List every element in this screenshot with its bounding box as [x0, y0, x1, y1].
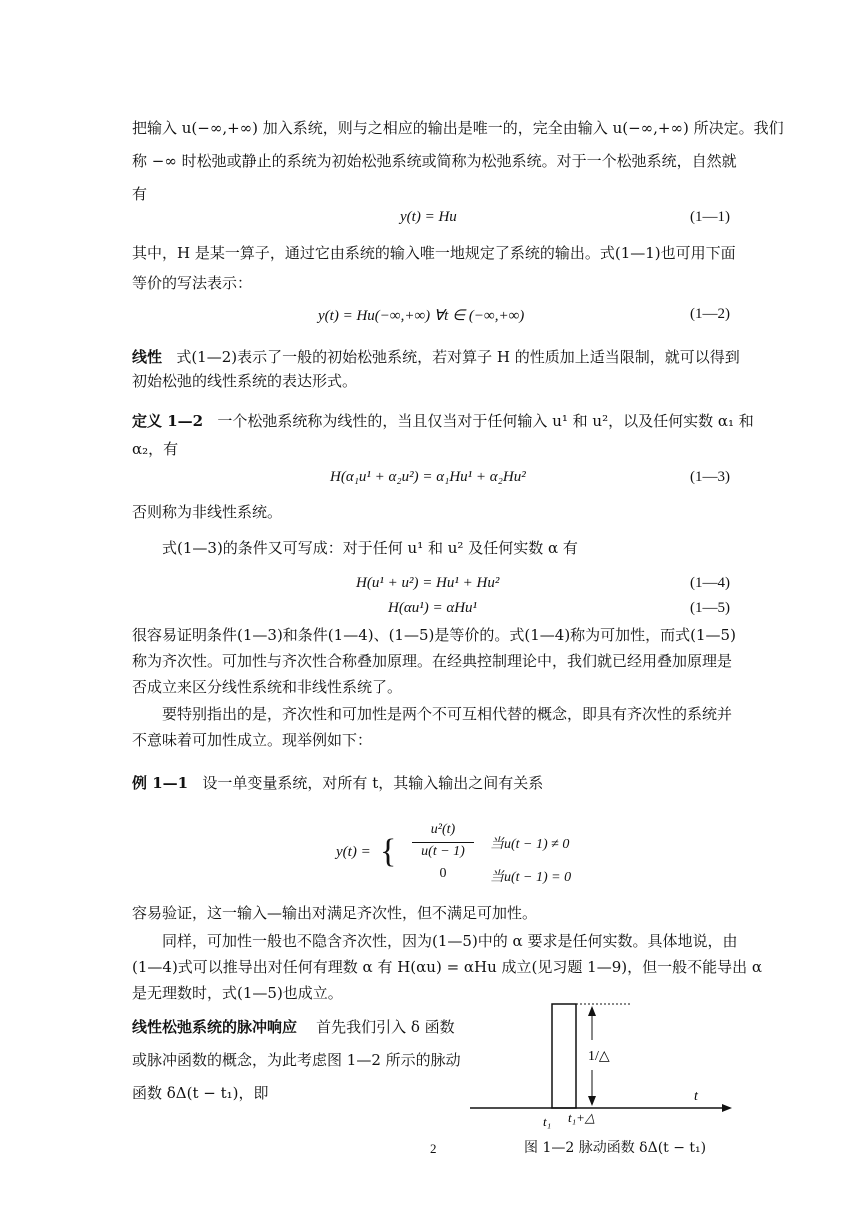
paragraph-line: 把输入 u(−∞,+∞) 加入系统，则与之相应的输出是唯一的，完全由输入 u(−∞,+∞) 所决定。我们	[132, 119, 784, 137]
equation-number: (1—3)	[690, 469, 730, 485]
paragraph-line: 同样，可加性一般也不隐含齐次性，因为(1—5)中的 α 要求是任何实数。具体地说，由	[162, 932, 738, 950]
paragraph-line: 称为齐次性。可加性与齐次性合称叠加原理。在经典控制理论中，我们就已经用叠加原理是	[132, 652, 733, 670]
equation-number: (1—4)	[690, 575, 730, 591]
paragraph-line: 有	[132, 185, 148, 203]
paragraph-line: (1—4)式可以推导出对任何有理数 α 有 H(αu) = αHu 成立(见习题 1—9)，但一般不能导出 α	[132, 958, 763, 976]
paragraph-line: 否则称为非线性系统。	[132, 503, 283, 521]
equation-number: (1—2)	[690, 306, 730, 322]
paragraph-line	[132, 1017, 455, 1038]
paragraph-text: 式(1—2)表示了一般的初始松弛系统，若对算子 H 的性质加上适当限制，就可以得到	[176, 348, 740, 366]
section-heading-impulse: 线性松弛系统的脉冲响应	[132, 1018, 298, 1036]
paragraph-text: 设一单变量系统，对所有 t，其输入输出之间有关系	[202, 774, 544, 792]
paragraph-line	[132, 347, 740, 368]
t-axis-label: t	[694, 1089, 698, 1104]
pulse-function-figure	[460, 990, 740, 1135]
paragraph-line: 函数 δΔ(t − t₁)，即	[132, 1084, 269, 1102]
paragraph-line: 式(1—3)的条件又可写成：对于任何 u¹ 和 u² 及任何实数 α 有	[162, 539, 578, 557]
paragraph-line: 其中，H 是某一算子，通过它由系统的输入唯一地规定了系统的输出。式(1—1)也可用下面	[132, 244, 736, 262]
paragraph-line: 要特别指出的是，齐次性和可加性是两个不可互相代替的概念，即具有齐次性的系统并	[162, 705, 733, 723]
paragraph-line: 容易验证，这一输入—输出对满足齐次性，但不满足可加性。	[132, 904, 538, 922]
t1-tick-label: t₁	[543, 1114, 552, 1129]
fraction-bar	[412, 842, 474, 843]
equation-1-5: H(αu¹) = αHu¹	[388, 600, 478, 616]
piecewise-equation	[330, 820, 590, 890]
piecewise-lhs: y(t) =	[336, 844, 371, 860]
down-arrowhead	[588, 1096, 596, 1106]
equation-1-2: y(t) = Hu(−∞,+∞) ∀t ∈ (−∞,+∞)	[318, 308, 525, 324]
figure-caption: 图 1—2 脉动函数 δΔ(t − t₁)	[524, 1140, 707, 1156]
t1-delta-tick-label: t₁+△	[568, 1110, 595, 1125]
paragraph-line: α₂，有	[132, 440, 179, 458]
page-number: 2	[430, 1141, 437, 1156]
paragraph-line: 等价的写法表示：	[132, 274, 253, 292]
paragraph-line: 很容易证明条件(1—3)和条件(1—4)、(1—5)是等价的。式(1—4)称为可加性，而式(1—5)	[132, 626, 736, 644]
paragraph-text: 首先我们引入 δ 函数	[316, 1018, 455, 1036]
condition-nonzero: 当u(t − 1) ≠ 0	[490, 837, 570, 852]
height-label: 1/△	[588, 1049, 610, 1064]
piecewise-zero: 0	[439, 866, 447, 881]
definition-heading: 定义 1—2	[132, 412, 204, 430]
equation-number: (1—5)	[690, 600, 730, 616]
paragraph-line	[132, 773, 543, 794]
equation-1-3: H(α₁u¹ + α₂u²) = α₁Hu¹ + α₂Hu²	[330, 469, 526, 485]
paragraph-line: 称 −∞ 时松弛或静止的系统为初始松弛系统或简称为松弛系统。对于一个松弛系统，自然就	[132, 152, 737, 170]
example-heading: 例 1—1	[132, 774, 189, 792]
fraction-denominator: u(t − 1)	[421, 844, 465, 859]
condition-zero: 当u(t − 1) = 0	[490, 870, 572, 885]
equation-1-4: H(u¹ + u²) = Hu¹ + Hu²	[356, 575, 500, 591]
equation-1-1: y(t) = Hu	[400, 209, 457, 225]
section-heading-linear: 线性	[132, 348, 163, 366]
paragraph-line: 不意味着可加性成立。现举例如下：	[132, 731, 373, 749]
paragraph-line: 否成立来区分线性系统和非线性系统了。	[132, 678, 403, 696]
paragraph-line: 或脉冲函数的概念，为此考虑图 1—2 所示的脉动	[132, 1051, 461, 1069]
paragraph-line: 初始松弛的线性系统的表达形式。	[132, 372, 358, 390]
paragraph-text: 一个松弛系统称为线性的，当且仅当对于任何输入 u¹ 和 u²，以及任何实数 α₁ 和	[217, 412, 754, 430]
brace-symbol: {	[380, 833, 397, 870]
fraction-numerator: u²(t)	[430, 822, 456, 837]
axis-arrowhead	[722, 1104, 732, 1112]
paragraph-line	[132, 411, 754, 432]
paragraph-line: 是无理数时，式(1—5)也成立。	[132, 984, 343, 1002]
equation-number: (1—1)	[690, 209, 730, 225]
up-arrowhead	[588, 1006, 596, 1016]
pulse-rectangle	[552, 1004, 576, 1108]
